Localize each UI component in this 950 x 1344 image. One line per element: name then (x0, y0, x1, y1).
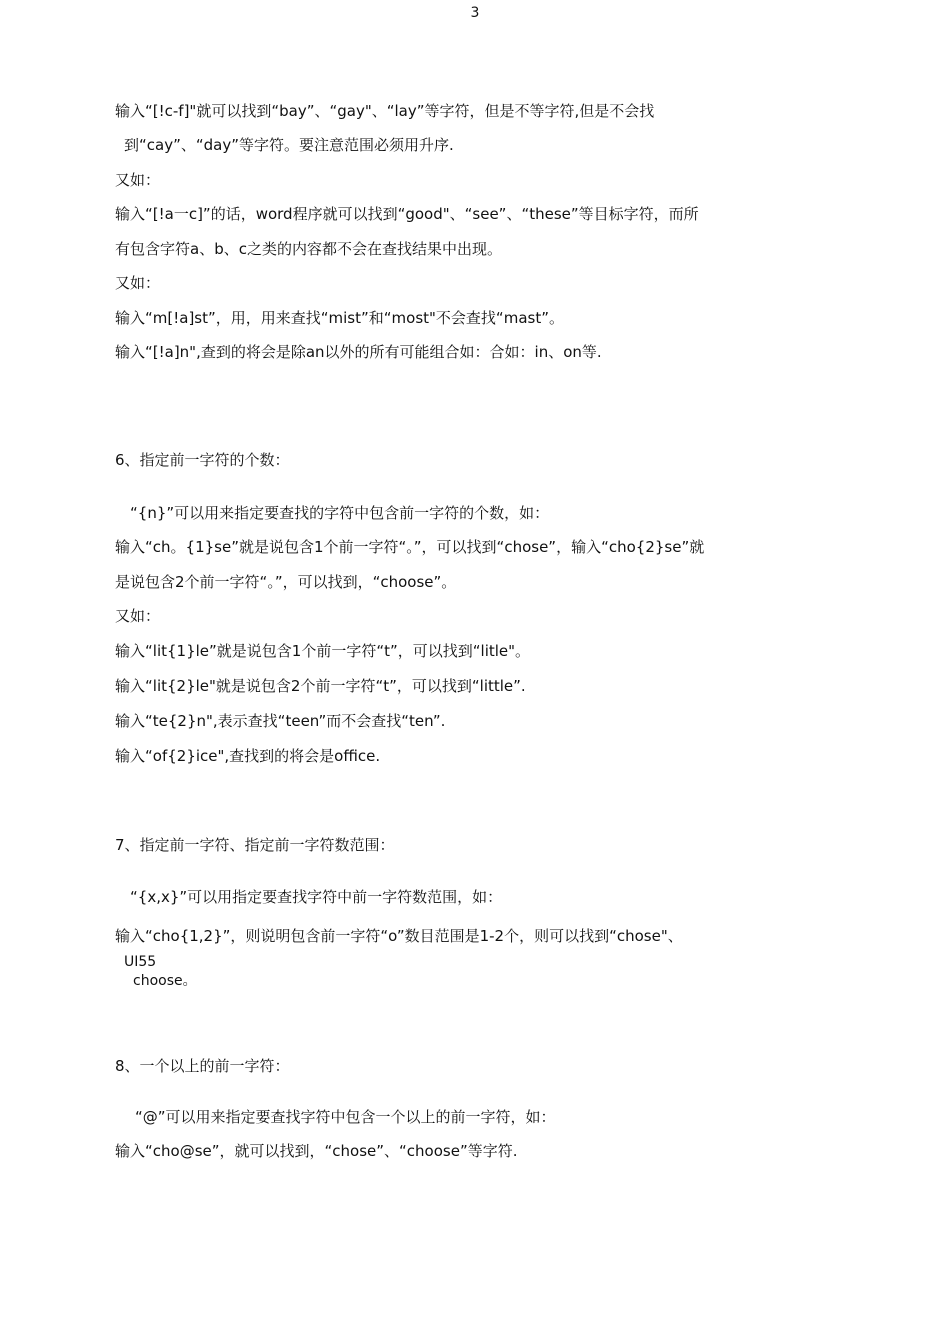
paragraph-line: choose。 (133, 973, 197, 989)
paragraph-line: 输入“cho{1,2}”，则说明包含前一字符“o”数目范围是1-2个，则可以找到“chose"、 (115, 927, 683, 945)
paragraph-line: 输入“[!a一c]”的话，word程序就可以找到“good"、“see”、“these”等目标字符，而所 (115, 205, 699, 223)
section-heading: 6、指定前一字符的个数： (115, 451, 290, 469)
paragraph-line: 有包含字符a、b、c之类的内容都不会在查找结果中出现。 (115, 240, 502, 258)
paragraph-line: 又如： (115, 607, 161, 625)
paragraph-line: UI55 (124, 954, 157, 970)
paragraph-line: 又如： (115, 171, 161, 189)
section-intro: “{x,x}”可以用指定要查找字符中前一字符数范围，如： (130, 888, 503, 906)
paragraph-line: 是说包含2个前一字符“。”，可以找到，“choose”。 (115, 573, 457, 591)
paragraph-line: 输入“ch。{1}se”就是说包含1个前一字符“。”，可以找到“chose”，输入“cho{2}se”就 (115, 538, 705, 556)
paragraph-line: 到“cay”、“day”等字符。要注意范围必须用升序. (124, 136, 454, 154)
paragraph-line: 输入“[!c-f]"就可以找到“bay”、“gay"、“lay”等字符，但是不等字符,但是不会找 (115, 102, 655, 120)
paragraph-line: 输入“of{2}ice",查找到的将会是office. (115, 747, 381, 765)
paragraph-line: 又如： (115, 274, 161, 292)
paragraph-line: 输入“te{2}n",表示查找“teen”而不会查找“ten”. (115, 712, 446, 730)
section-intro: “{n}”可以用来指定要查找的字符中包含前一字符的个数，如： (130, 504, 550, 522)
paragraph-line: 输入“lit{2}le"就是说包含2个前一字符“t”，可以找到“little”. (115, 677, 526, 695)
page-number: 3 (470, 5, 480, 21)
paragraph-line: 输入“m[!a]st”，用，用来查找“mist”和“most"不会查找“mast”。 (115, 309, 564, 327)
section-heading: 7、指定前一字符、指定前一字符数范围： (115, 836, 395, 854)
paragraph-line: 输入“lit{1}le”就是说包含1个前一字符“t”，可以找到“litle"。 (115, 642, 531, 660)
section-intro: “@”可以用来指定要查找字符中包含一个以上的前一字符，如： (135, 1108, 556, 1126)
section-heading: 8、一个以上的前一字符： (115, 1057, 290, 1075)
paragraph-line: 输入“[!a]n",查到的将会是除an以外的所有可能组合如：合如：in、on等. (115, 343, 602, 361)
paragraph-line: 输入“cho@se”，就可以找到，“chose”、“choose”等字符. (115, 1142, 518, 1160)
